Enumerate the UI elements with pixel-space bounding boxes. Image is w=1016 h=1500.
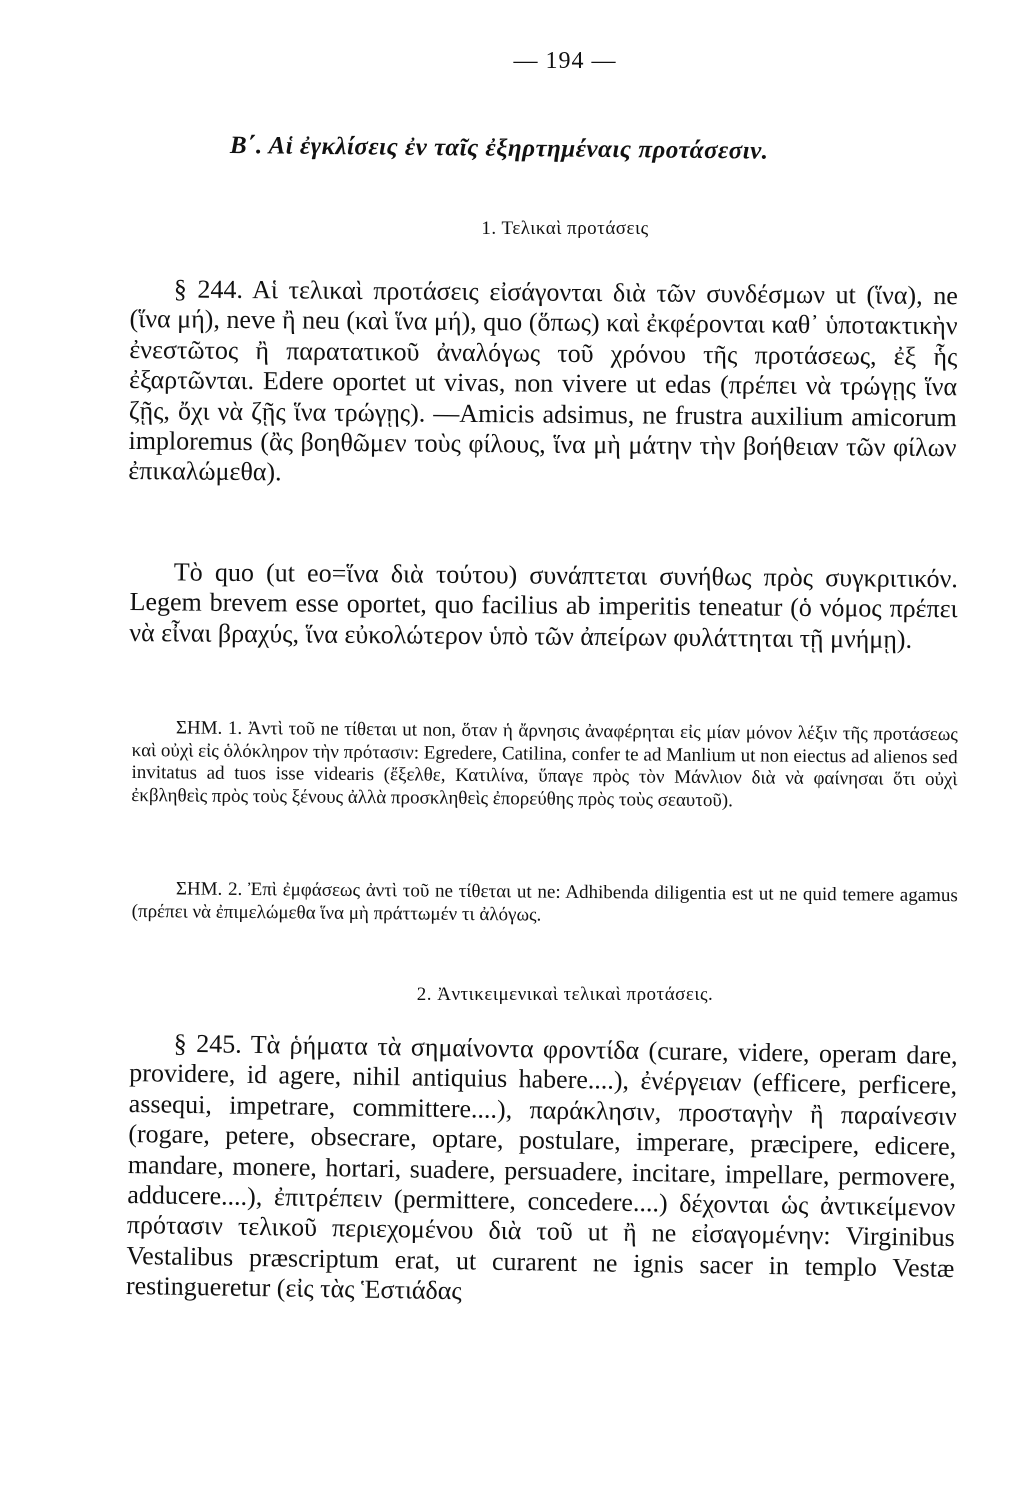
section-heading-final-clauses: 1. Τελικαὶ προτάσεις <box>481 218 649 239</box>
note-1-text: ΣΗΜ. 1. Ἀντὶ τοῦ ne τίθεται ut non, ὅταν ἡ ἄρνησις ἀναφέρηται εἰς μίαν μόνον λέξιν τῆς προτάσεως καὶ οὐχὶ εἰς ὁλόκληρον τὴν πρότασιν: Egredere, Catilina, confer te ad Manlium ut non eiectus ad alienos sed invitatus ad tuos isse videaris (ἔξελθε, Κατιλίνα, ὕπαγε πρὸς τὸν Μάνλιον διὰ νὰ φαίνησαι ὅτι οὐχὶ ἐκβληθεὶς πρὸς τοὺς ξένους ἀλλὰ προσκληθεὶς ἐπορεύθης πρὸς τοὺς σεαυτοῦ). <box>131 717 958 812</box>
paragraph-244-text: § 244. Αἱ τελικαὶ προτάσεις εἰσάγονται διὰ τῶν συνδέσμων ut (ἵνα), ne (ἵνα μή), neve ἢ neu (καὶ ἵνα μή), quo (ὅπως) καὶ ἐκφέρονται καθ᾿ ὑποτακτικὴν ἐνεστῶτος ἢ παρατατικοῦ ἀναλόγως τοῦ χρόνου τῆς προτάσεως, ἐξ ἧς ἐξαρτῶνται. Edere oportet ut vivas, non vivere ut edas (πρέπει νὰ τρώγῃς ἵνα ζῇς, ὄχι νὰ ζῇς ἵνα τρώγῃς). —Amicis adsimus, ne frustra auxilium amicorum imploremus (ἂς βοηθῶμεν τοὺς φίλους, ἵνα μὴ μάτην τὴν βοήθειαν τῶν φίλων ἐπικαλώμεθα). <box>128 274 958 487</box>
page-number: — 194 — <box>513 48 617 74</box>
paragraph-244 <box>128 274 958 494</box>
paragraph-quo-text: Τὸ quo (ut eo=ἵνα διὰ τούτου) συνάπτεται συνήθως πρὸς συγκριτικόν. Legem brevem esse oportet, quo facilius ab imperitis teneatur (ὁ νόμος πρέπει νὰ εἶναι βραχύς, ἵνα εὐκολώτερον ὑπὸ τῶν ἀπείρων φυλάττηται τῇ μνήμῃ). <box>129 557 958 654</box>
chapter-heading: Β΄. Αἱ ἐγκλίσεις ἐν ταῖς ἐξηρτημέναις προτάσεσιν. <box>229 132 769 165</box>
note-1 <box>131 717 958 815</box>
note-2 <box>132 878 958 930</box>
note-2-text: ΣΗΜ. 2. Ἐπὶ ἐμφάσεως ἀντὶ τοῦ ne τίθεται ut ne: Adhibenda diligentia est ut ne quid temere agamus (πρέπει νὰ ἐπιμελώμεθα ἵνα μὴ πράττωμέν τι ἀλόγως. <box>131 878 958 926</box>
indent <box>130 1051 174 1052</box>
paragraph-245-text: § 245. Τὰ ῥήματα τὰ σημαίνοντα φροντίδα (curare, videre, operam dare, providere, id agere, nihil antiquius habere....), ἐνέργειαν (efficere, perficere, assequi, impetrare, committere....), παράκλησιν, προσταγὴν ἢ παραίνεσιν (rogare, petere, obsecrare, optare, postulare, imperare, præcipere, edicere, mandare, monere, hortari, suadere, persuadere, incitare, impellare, permovere, adducere....), ἐπιτρέπειν (permittere, concedere....) δέχονται ὡς ἀντικείμενον πρότασιν τελικοῦ περιεχομένου διὰ τοῦ ut ἢ ne εἰσαγομένην: Virginibus Vestalibus præscriptum erat, ut curarent ne ignis sacer in templo Vestæ restingueretur (εἰς τὰς Ἑστιάδας <box>125 1028 958 1306</box>
section-heading-object-final-clauses: 2. Ἀντικειμενικαὶ τελικαὶ προτάσεις. <box>416 984 714 1005</box>
paragraph-quo <box>129 557 958 655</box>
paragraph-245 <box>126 1028 958 1315</box>
